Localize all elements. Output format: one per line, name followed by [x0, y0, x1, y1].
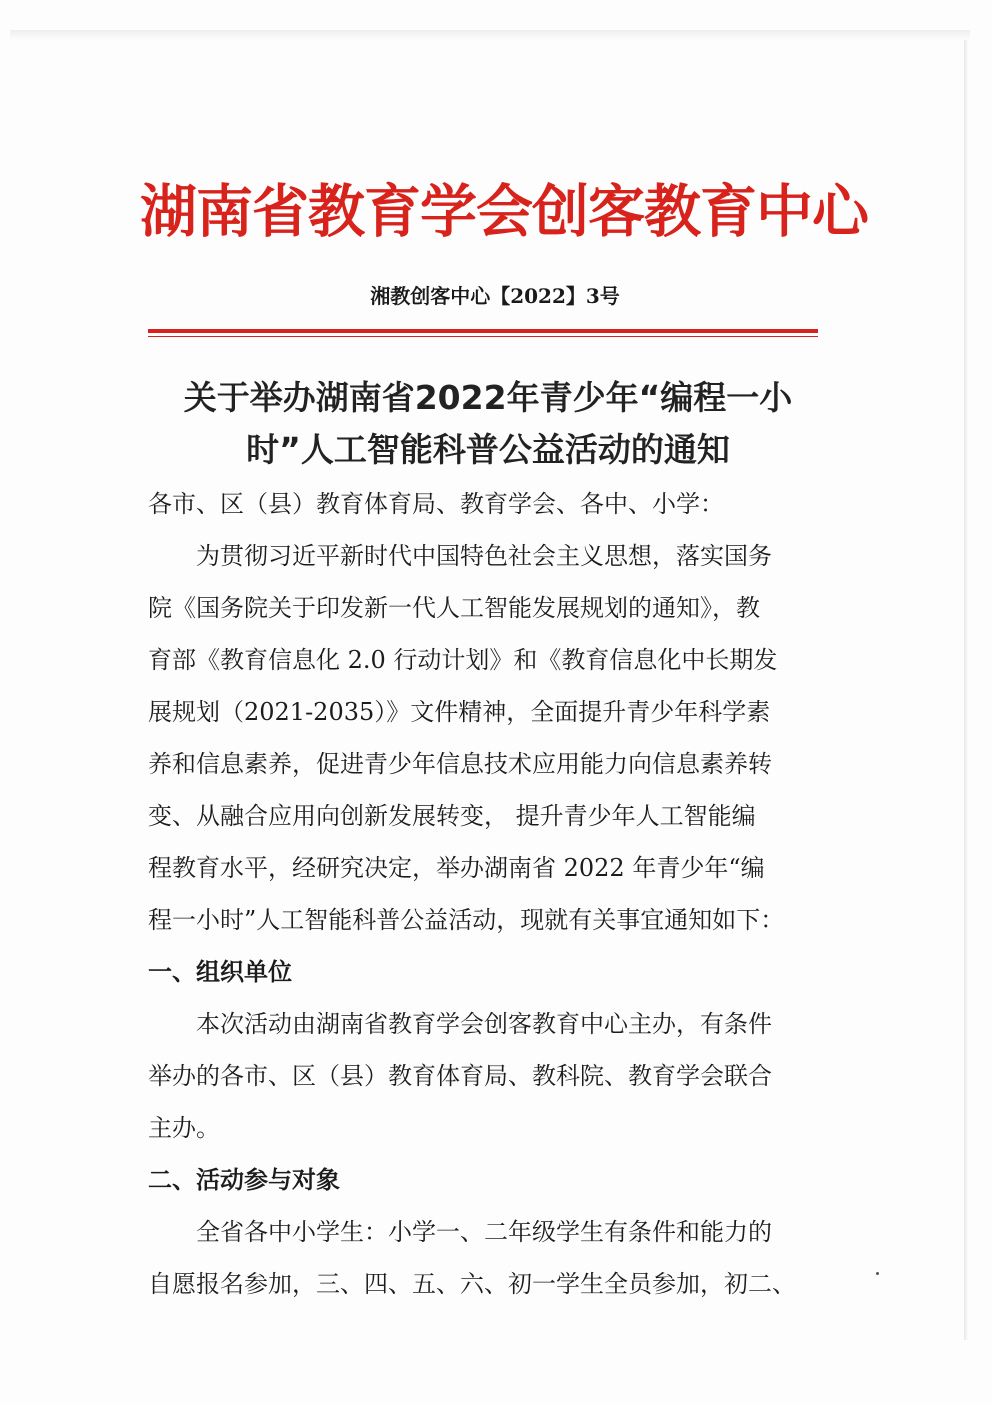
intro-line: 展规划（2021-2035）》文件精神，全面提升青少年科学素 — [148, 698, 771, 726]
title-line-2: 时”人工智能科普公益活动的通知 — [246, 430, 730, 469]
salutation: 各市、区（县）教育体育局、教育学会、各中、小学： — [148, 490, 724, 518]
intro-line: 变、从融合应用向创新发展转变， 提升青少年人工智能编 — [148, 802, 756, 830]
intro-line: 养和信息素养，促进青少年信息技术应用能力向信息素养转 — [148, 750, 772, 778]
red-divider-thin — [148, 336, 818, 337]
intro-line: 程一小时”人工智能科普公益活动，现就有关事宜通知如下： — [148, 906, 785, 934]
red-divider-thick — [148, 329, 818, 333]
document-number: 湘教创客中心【2022】3号 — [370, 284, 620, 308]
intro-line: 为贯彻习近平新时代中国特色社会主义思想，落实国务 — [196, 542, 772, 570]
section-heading-participants: 二、活动参与对象 — [148, 1166, 340, 1194]
scan-edge-shadow-right — [964, 40, 968, 1340]
section-2-line: 全省各中小学生：小学一、二年级学生有条件和能力的 — [196, 1218, 772, 1246]
title-line-1: 关于举办湖南省2022年青少年“编程一小 — [183, 378, 793, 417]
issuer-name: 湖南省教育学会创客教育中心 — [140, 179, 868, 245]
section-heading-organizer: 一、组织单位 — [148, 958, 292, 986]
section-1-line: 主办。 — [148, 1114, 220, 1142]
intro-line: 院《国务院关于印发新一代人工智能发展规划的通知》，教 — [148, 594, 760, 622]
intro-line: 程教育水平，经研究决定，举办湖南省 2022 年青少年“编 — [148, 854, 765, 882]
scan-speck — [876, 1272, 879, 1275]
section-1-line: 举办的各市、区（县）教育体育局、教科院、教育学会联合 — [148, 1062, 772, 1090]
scan-edge-shadow-top — [10, 30, 970, 40]
notice-body — [148, 478, 828, 1310]
notice-title — [148, 372, 828, 476]
section-1-line: 本次活动由湖南省教育学会创客教育中心主办，有条件 — [196, 1010, 772, 1038]
intro-line: 育部《教育信息化 2.0 行动计划》和《教育信息化中长期发 — [148, 646, 778, 674]
section-2-line: 自愿报名参加，三、四、五、六、初一学生全员参加，初二、 — [148, 1270, 796, 1298]
